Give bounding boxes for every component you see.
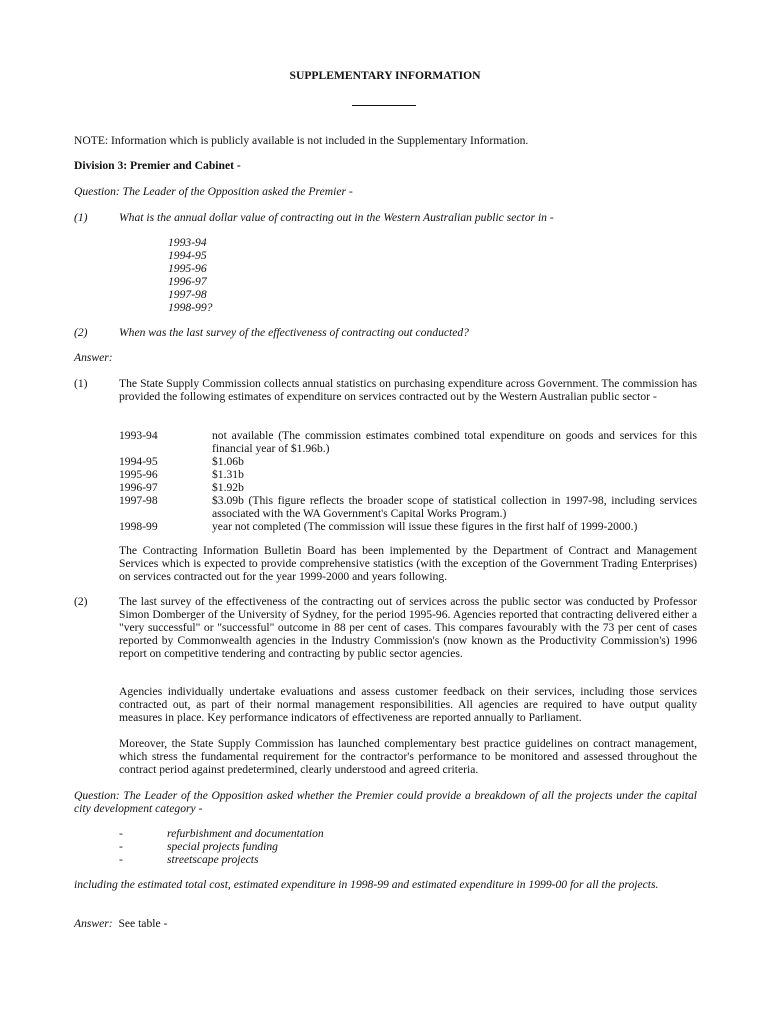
expenditure-value: $3.09b (This figure reflects the broader scope of statistical collection in 1997-98, including services associated with the WA Government's Capital Works Program.) bbox=[212, 494, 697, 520]
question-year: 1996-97 bbox=[168, 275, 207, 288]
expenditure-value: $1.06b bbox=[212, 455, 244, 468]
second-question-intro: Question: The Leader of the Opposition asked whether the Premier could provide a breakdown of all the projects under the capital city development category - bbox=[74, 789, 697, 815]
final-answer-label: Answer: bbox=[74, 917, 113, 930]
list-item-text: streetscape projects bbox=[167, 853, 259, 866]
expenditure-year: 1998-99 bbox=[119, 520, 158, 533]
expenditure-table bbox=[119, 429, 697, 533]
question-year: 1997-98 bbox=[168, 288, 207, 301]
expenditure-year: 1995-96 bbox=[119, 468, 158, 481]
answer-part-2-paragraph-3: Moreover, the State Supply Commission has launched complementary best practice guidelines on contract management, which stress the fundamental requirement for the contractor's performance to be monitored and assessed throughout the contract period against predetermined, clearly understood and agreed criteria. bbox=[119, 737, 697, 776]
expenditure-row bbox=[119, 468, 697, 481]
page-title: SUPPLEMENTARY INFORMATION bbox=[289, 69, 481, 82]
expenditure-row bbox=[119, 455, 697, 468]
answer-part-1-number: (1) bbox=[74, 377, 88, 390]
expenditure-year: 1996-97 bbox=[119, 481, 158, 494]
answer-label: Answer: bbox=[74, 351, 113, 364]
expenditure-row bbox=[119, 520, 697, 533]
expenditure-row bbox=[119, 429, 697, 455]
division-heading: Division 3: Premier and Cabinet - bbox=[74, 159, 241, 172]
question-part-2-number: (2) bbox=[74, 326, 88, 339]
question-year: 1998-99? bbox=[168, 301, 213, 314]
list-item-text: refurbishment and documentation bbox=[167, 827, 324, 840]
expenditure-value: $1.92b bbox=[212, 481, 244, 494]
question-part-1-text: What is the annual dollar value of contracting out in the Western Australian public sector in - bbox=[119, 211, 554, 224]
question-part-2-text: When was the last survey of the effectiveness of contracting out conducted? bbox=[119, 326, 469, 339]
project-category-list bbox=[119, 827, 324, 866]
question-year: 1993-94 bbox=[168, 236, 207, 249]
title-underline bbox=[352, 105, 416, 106]
question-year: 1995-96 bbox=[168, 262, 207, 275]
bullet-dash: - bbox=[119, 853, 123, 866]
question-intro: Question: The Leader of the Opposition asked the Premier - bbox=[74, 185, 353, 198]
bulletin-paragraph: The Contracting Information Bulletin Board has been implemented by the Department of Contract and Management Services which is expected to provide comprehensive statistics (with the exception of the Government Trading Enterprises) on services contracted out for the year 1999-2000 and years following. bbox=[119, 544, 697, 583]
list-item bbox=[119, 853, 324, 866]
expenditure-year: 1994-95 bbox=[119, 455, 158, 468]
final-answer bbox=[74, 917, 167, 930]
answer-part-2-number: (2) bbox=[74, 595, 88, 608]
answer-part-2-paragraph-1: The last survey of the effectiveness of the contracting out of services across the public sector was conducted by Professor Simon Domberger of the University of Sydney, for the period 1995-96. Agencies reported that contracting delivered either a "very successful" or "successful" outcome in 88 per cent of cases. This compares favourably with the 73 per cent of cases reported by Commonwealth agencies in the Industry Commission's (now known as the Productivity Commission's) 1996 report on competitive tendering and contracting by public sector agencies. bbox=[119, 595, 697, 660]
expenditure-row bbox=[119, 494, 697, 520]
question-part-1-number: (1) bbox=[74, 211, 88, 224]
question-year: 1994-95 bbox=[168, 249, 207, 262]
expenditure-year: 1993-94 bbox=[119, 429, 158, 442]
final-answer-text: See table - bbox=[112, 917, 168, 930]
expenditure-value: not available (The commission estimates combined total expenditure on goods and services for this financial year of $1.96b.) bbox=[212, 429, 697, 455]
list-item bbox=[119, 827, 324, 840]
answer-part-2-paragraph-2: Agencies individually undertake evaluations and assess customer feedback on their services, including those services contracted out, as part of their normal management responsibilities. All agencies are required to have output quality measures in place. Key performance indicators of effectiveness are reported annually to Parliament. bbox=[119, 685, 697, 724]
expenditure-row bbox=[119, 481, 697, 494]
list-item-text: special projects funding bbox=[167, 840, 278, 853]
question-years-list bbox=[168, 236, 212, 314]
expenditure-value: $1.31b bbox=[212, 468, 244, 481]
note-text: NOTE: Information which is publicly available is not included in the Supplementary Information. bbox=[74, 134, 529, 147]
bullet-dash: - bbox=[119, 840, 123, 853]
list-item bbox=[119, 840, 324, 853]
bullet-dash: - bbox=[119, 827, 123, 840]
expenditure-value: year not completed (The commission will issue these figures in the first half of 1999-2000.) bbox=[212, 520, 638, 533]
expenditure-year: 1997-98 bbox=[119, 494, 158, 507]
second-question-closing: including the estimated total cost, estimated expenditure in 1998-99 and estimated expenditure in 1999-00 for all the projects. bbox=[74, 878, 659, 891]
answer-part-1-text: The State Supply Commission collects annual statistics on purchasing expenditure across Government. The commission has provided the following estimates of expenditure on services contracted out by the Western Australian public sector - bbox=[119, 377, 697, 403]
